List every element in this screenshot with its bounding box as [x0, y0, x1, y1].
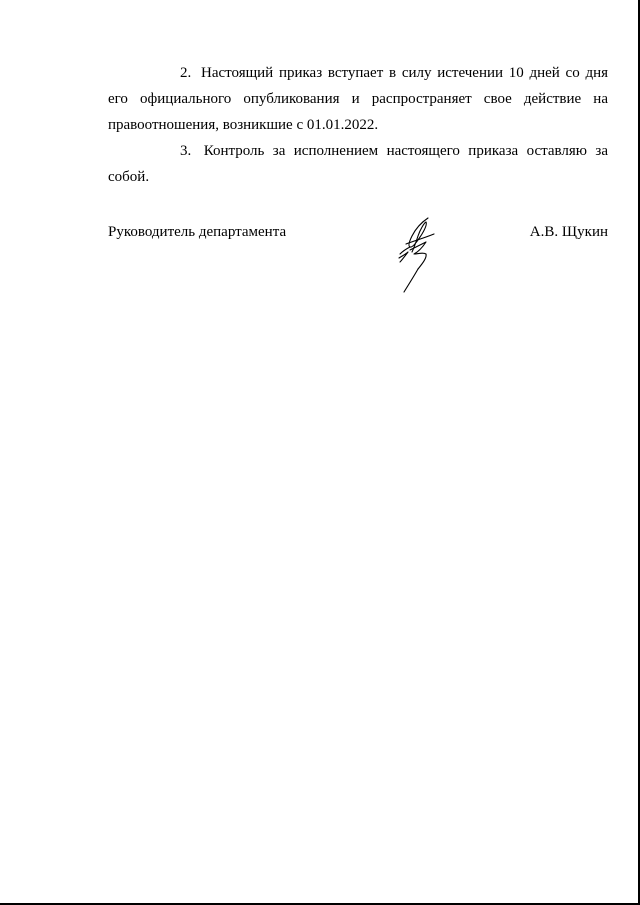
signature-block	[108, 224, 608, 304]
paragraph-number: 3.	[180, 143, 192, 159]
document-body	[108, 60, 608, 190]
signatory-name: А.В. Щукин	[529, 224, 608, 240]
paragraph-number: 2.	[180, 65, 192, 81]
handwritten-signature-icon	[396, 214, 448, 296]
signatory-position: Руководитель департамента	[108, 224, 287, 240]
paragraph-3	[108, 138, 608, 190]
paragraph-2	[108, 60, 608, 138]
paragraph-text: Настоящий приказ вступает в силу истечении 10 дней со дня его официального опубликования и распространяет свое действие на правоотношения, возникшие с 01.01.2022.	[108, 65, 609, 133]
paragraph-text: Контроль за исполнением настоящего приказа оставляю за собой.	[108, 143, 608, 185]
